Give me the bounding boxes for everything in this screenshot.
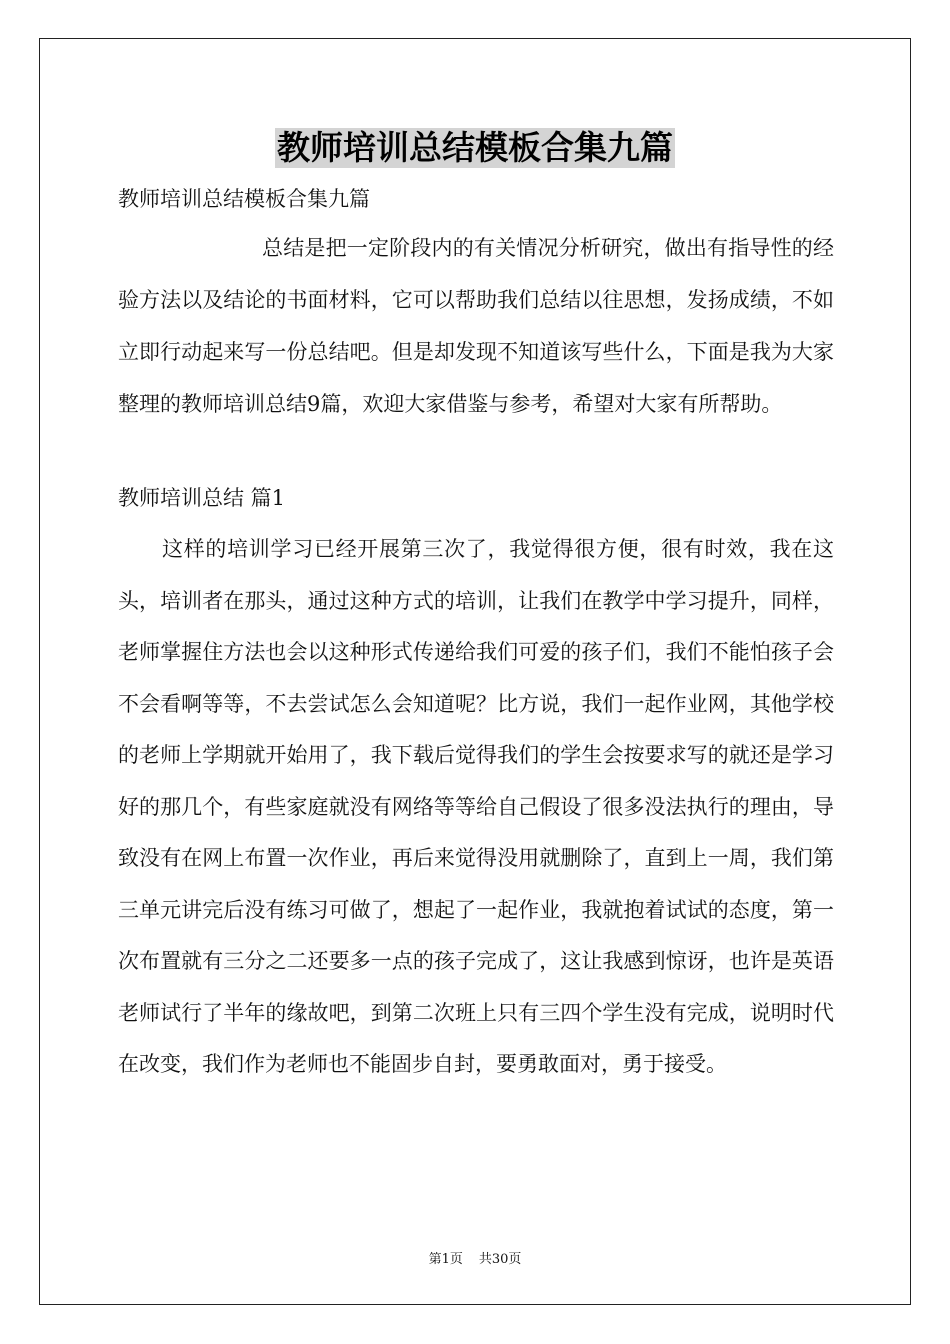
page-total: 共30页	[478, 1252, 522, 1267]
page-number: 第1页	[428, 1252, 463, 1267]
body-paragraph: 这样的培训学习已经开展第三次了，我觉得很方便，很有时效，我在这头，培训者在那头，通过这种方式的培训，让我们在教学中学习提升，同样，老师掌握住方法也会以这种形式传递给我们可爱的孩子们，我们不能怕孩子会不会看啊等等，不去尝试怎么会知道呢？比方说，我们一起作业网，其他学校的老师上学期就开始用了，我下载后觉得我们的学生会按要求写的就还是学习好的那几个，有些家庭就没有网络等等给自己假设了很多没法执行的理由，导致没有在网上布置一次作业，再后来觉得没用就删除了，直到上一周，我们第三单元讲完后没有练习可做了，想起了一起作业，我就抱着试试的态度，第一次布置就有三分之二还要多一点的孩子完成了，这让我感到惊讶，也许是英语老师试行了半年的缘故吧，到第二次班上只有三四个学生没有完成，说明时代在改变，我们作为老师也不能固步自封，要勇敢面对，勇于接受。	[118, 537, 834, 1076]
intro-paragraph: 总结是把一定阶段内的有关情况分析研究，做出有指导性的经验方法以及结论的书面材料，它可以帮助我们总结以往思想，发扬成绩，不如立即行动起来写一份总结吧。但是却发现不知道该写些什么，下面是我为大家整理的教师培训总结9篇，欢迎大家借鉴与参考，希望对大家有所帮助。	[118, 236, 834, 416]
page-footer	[0, 1248, 950, 1267]
document-title: 教师培训总结模板合集九篇	[277, 128, 673, 167]
document-subtitle: 教师培训总结模板合集九篇	[118, 187, 370, 211]
title-container	[0, 128, 950, 168]
section-heading: 教师培训总结 篇1	[118, 486, 286, 510]
